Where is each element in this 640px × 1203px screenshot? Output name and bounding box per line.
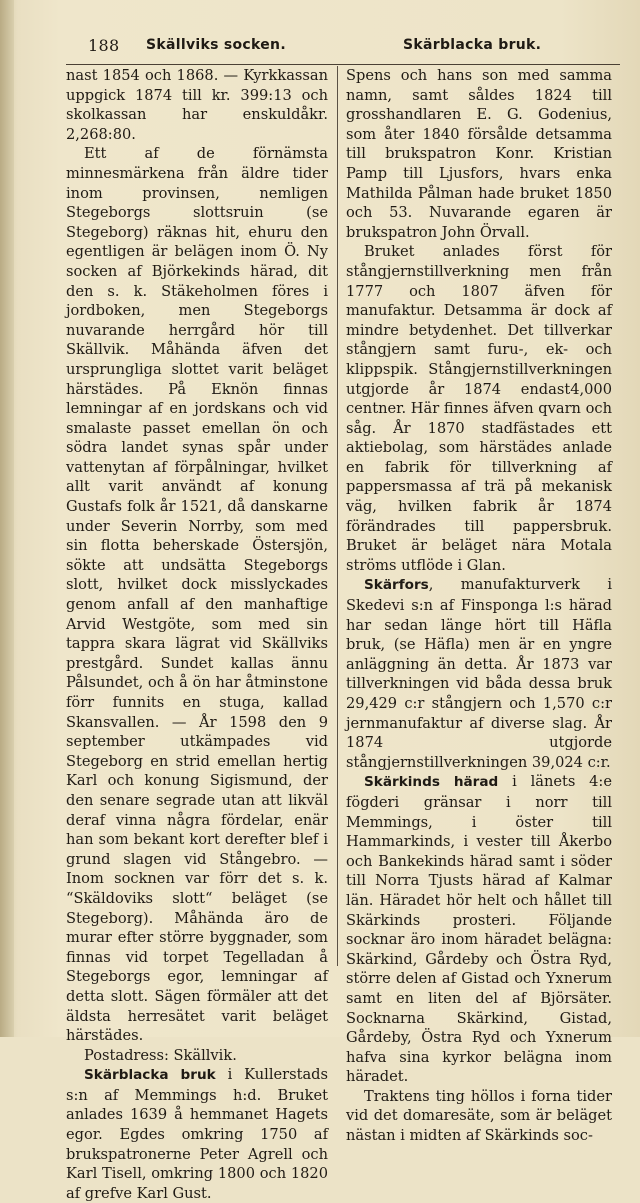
- right-column: [346, 66, 612, 1146]
- page-number: 188: [88, 36, 120, 55]
- left-running-head: Skällviks socken.: [146, 37, 286, 53]
- column-divider: [337, 66, 338, 966]
- paragraph: Ett af de förnämsta minnesmärkena från äldre tider inom provinsen, nemligen Stegeborgs slottsruin (se Stegeborg) räknas hit, ehuru den egentligen är belägen inom Ö. Ny socken af Björkekinds härad, dit den s. k. Stäkeholmen föres i jordboken, men Stegeborgs nuvarande herrgård hör till Skällvik. Måhända äfven det ursprungliga slottet varit beläget härstädes. På Eknön finnas lemningar af en jordskans och vid smalaste passet emellan ön och södra landet synas spår under vattenytan af förpålningar, hvilket allt varit användt af konung Gustafs folk år 1521, då danskarne under Severin Norrby, som med sin flotta beherskade Östersjön, sökte att undsätta Stegeborgs slott, hvilket dock misslyckades genom anfall af den manhaftige Arvid Westgöte, som med sin tappra skara lägrat vid Skällviks prestgård. Sundet kallas ännu Pålsundet, och å ön har åtminstone förr funnits en stuga, kallad Skansvallen. — År 1598 den 9 september utkämpades vid Stegeborg en strid emellan hertig Karl och konung Sigismund, der den senare segrade utan att likväl deraf vinna några fördelar, enär han som bekant kort derefter blef i grund slagen vid Stångebro. — Inom socknen var förr det s. k. “Skäldoviks slott“ beläget (se Stegeborg). Måhända äro de murar efter större byggnader, som finnas vid torpet Tegelladan å Stegeborgs egor, lemningar af detta slott. Sägen förmäler att det äldsta herresätet varit beläget härstädes.: [66, 145, 328, 1045]
- entry-text: , manufakturverk i Skedevi s:n af Finsponga l:s härad har sedan länge hört till Häfla bruk, (se Häfla) men är en yngre anläggning än detta. År 1873 var tillverkningen vid båda dessa bruk 29,429 c:r stångjern och 1,570 c:r jernmanufaktur af diverse slag. År 1874 utgjorde stångjernstillverkningen 39,024 c:r.: [346, 576, 612, 771]
- page-spine-shadow: [0, 0, 14, 1037]
- entry-keyword: Skärblacka bruk: [84, 1067, 216, 1084]
- right-running-head: Skärblacka bruk.: [403, 37, 542, 53]
- running-header: [88, 36, 618, 58]
- entry-paragraph: [346, 575, 612, 772]
- paragraph: Bruket anlades först för stångjernstillverkning men från 1777 och 1807 äfven för manufaktur. Detsamma är dock af mindre betydenhet. Det tillverkar stångjern samt furu-, ek- och klippspik. Stångjernstillverkningen utgjorde år 1874 endast4,000 centner. Här finnes äfven qvarn och såg. År 1870 stadfästades ett aktiebolag, som härstädes anlade en fabrik för tillverkning af pappersmassa af trä på mekanisk väg, hvilken fabrik år 1874 förändrades till pappersbruk. Bruket är beläget nära Motala ströms utflöde i Glan.: [346, 243, 612, 574]
- entry-keyword: Skärkinds härad: [364, 774, 499, 791]
- header-rule: [66, 64, 620, 65]
- paragraph: nast 1854 och 1868. — Kyrkkassan uppgick 1874 till kr. 399:13 och skolkassan har enskuldåkr. 2,268:80.: [66, 67, 328, 143]
- left-column: [66, 66, 328, 1203]
- paragraph: Postadress: Skällvik.: [84, 1046, 237, 1064]
- entry-paragraph: [66, 1065, 328, 1203]
- paragraph: Traktens ting höllos i forna tider vid det domaresäte, som är beläget nästan i midten af Skärkinds soc-: [346, 1087, 612, 1145]
- paragraph: Spens och hans son med samma namn, samt såldes 1824 till grosshandlaren E. G. Godenius, som åter 1840 försålde detsamma till brukspatron Konr. Kristian Pamp till Ljusfors, hvars enka Mathilda Pålman hade bruket 1850 och 53. Nuvarande egaren är brukspatron John Örvall.: [346, 67, 612, 241]
- entry-text: i Kullerstads s:n af Memmings h:d. Bruket anlades 1639 å hemmanet Hagets egor. Egdes omkring 1750 af brukspatronerne Peter Agrell och Karl Tisell, omkring 1800 och 1820 af grefve Karl Gust.: [66, 1066, 328, 1202]
- entry-paragraph: [346, 772, 612, 1087]
- entry-keyword: Skärfors: [364, 577, 429, 594]
- entry-text: i länets 4:e fögderi gränsar i norr till Memmings, i öster till Hammarkinds, i vester till Åkerbo och Bankekinds härad samt i söder till Norra Tjusts härad af Kalmar län. Häradet hör helt och hållet till Skärkinds prosteri. Följande socknar äro inom häradet belägna: Skärkind, Gårdeby och Östra Ryd, större delen af Gistad och Yxnerum samt en liten del af Björsäter. Socknarna Skärkind, Gistad, Gårdeby, Östra Ryd och Yxnerum hafva sina kyrkor belägna inom häradet.: [346, 773, 612, 1086]
